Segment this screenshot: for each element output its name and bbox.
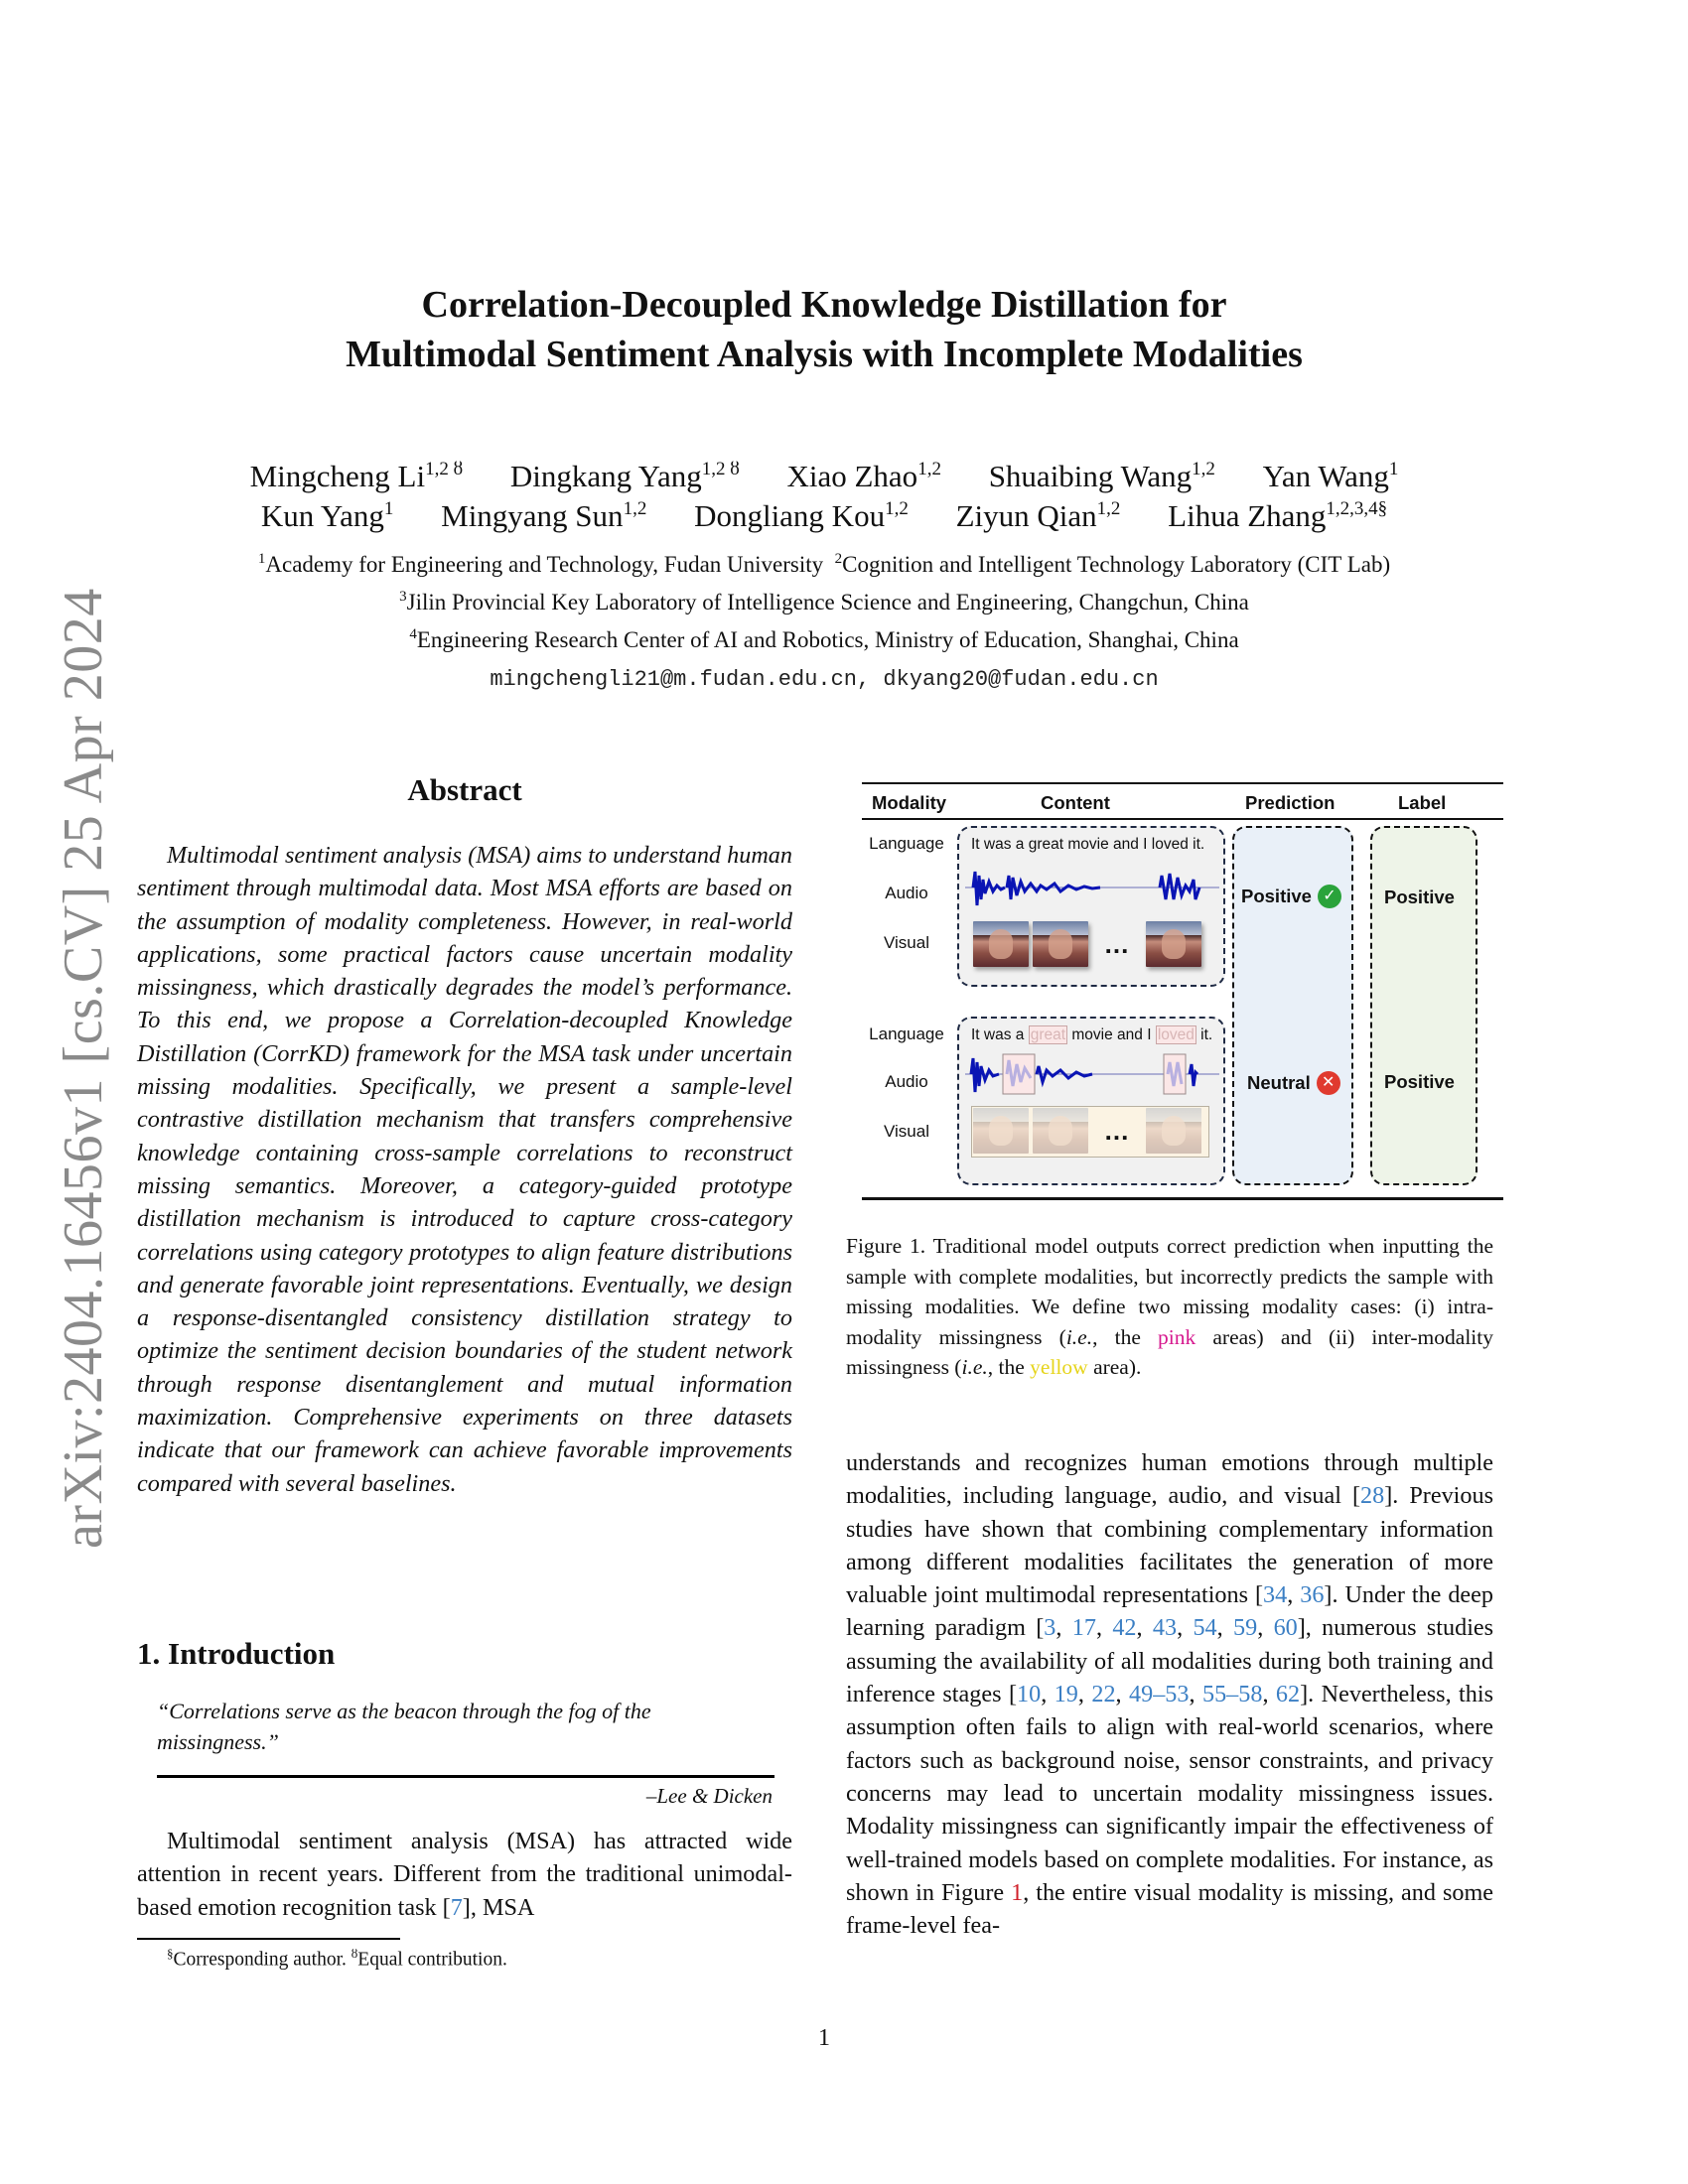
author: Dingkang Yang$^{1,2 ȣ}$ (509, 459, 740, 493)
epigraph-quote: “Correlations serve as the beacon through the fog of the missingness.” (157, 1699, 651, 1754)
video-frame-thumbnail (973, 1108, 1029, 1154)
audio-waveform-masked (965, 1052, 1219, 1098)
header-label: Label (1398, 792, 1447, 813)
citation-link[interactable]: 10 (1017, 1681, 1042, 1708)
citation-link[interactable]: 17 (1071, 1614, 1096, 1642)
footnote-rule (137, 1938, 400, 1940)
header-prediction: Prediction (1245, 792, 1336, 813)
figure-1 (862, 782, 1503, 1203)
prediction-column-box (1232, 826, 1353, 1185)
citation-link[interactable]: 22 (1091, 1681, 1116, 1708)
video-frame-thumbnail (1033, 1108, 1088, 1154)
citation-link[interactable]: 54 (1193, 1614, 1217, 1642)
figure-reference-link[interactable]: 1 (1011, 1878, 1024, 1906)
citation-link[interactable]: 59 (1233, 1614, 1258, 1642)
label-sample-1: Positive (1384, 887, 1455, 907)
author: Mingyang Sun$^{1,2}$ (441, 498, 647, 533)
visual-frames-missing (973, 1108, 1201, 1154)
section-heading-introduction: 1. Introduction (137, 1636, 336, 1671)
author: Yan Wang$^1$ (1262, 459, 1399, 493)
author: Xiao Zhao$^{1,2}$ (786, 459, 941, 493)
introduction-continued: understands and recognizes human emotions through multiple modalities, including language, audio, and visual [28]. Previous studies have shown that combining complementary information among different modalities facilitates the generation of more valuable joint multimodal representations [34, 36]. Under the deep learning paradigm [3, 17, 42, 43, 54, 59, 60], numerous studies assuming the availability of all modalities during both training and inference stages [10, 19, 22, 49–53, 55–58, 62]. Nevertheless, this assumption often fails to align with real-world scenarios, where factors such as background noise, sensor constraints, and privacy concerns may lead to uncertain modality missingness issues. Modality missingness can significantly impair the effectiveness of well-trained models based on complete modalities. For instance, as shown in Figure 1, the entire visual modality is missing, and some frame-level fea- (846, 1449, 1494, 1940)
citation-link[interactable]: 49–53 (1129, 1681, 1190, 1708)
author: Mingcheng $Li^{1,2 ȣ}$ (249, 459, 464, 493)
video-frame-thumbnail (1146, 1108, 1201, 1154)
video-frame-thumbnail (973, 921, 1029, 967)
arxiv-identifier-stamp: arXiv:2404.16456v1 [cs.CV] 25 Apr 2024 (53, 588, 114, 1549)
citation-link[interactable]: 7 (450, 1893, 463, 1921)
abstract-body (137, 839, 792, 1500)
title-line-2: Multimodal Sentiment Analysis with Incomplete Modalities (346, 334, 1303, 375)
affiliation-line-2: $^3$Jilin Provincial Key Laboratory of Intelligence Science and Engineering, Changchun, China (399, 589, 1249, 614)
check-icon: ✓ (1318, 885, 1341, 908)
prediction-sample-1: Positive ✓ (1241, 885, 1341, 908)
citation-link[interactable]: 34 (1263, 1581, 1288, 1609)
video-frame-thumbnail (1033, 921, 1088, 967)
masked-word: loved (1157, 1026, 1195, 1043)
modality-label-language: Language (869, 1024, 944, 1043)
author: Kun Yang$^1$ (260, 498, 394, 533)
label-column-box (1370, 826, 1477, 1185)
cross-icon: ✕ (1317, 1071, 1340, 1095)
pink-highlight-word: pink (1158, 1324, 1196, 1349)
author-list (0, 457, 1648, 536)
page-number: 1 (818, 2025, 830, 2051)
epigraph-attribution: –Lee & Dicken (645, 1784, 773, 1808)
citation-link[interactable]: 62 (1275, 1681, 1301, 1708)
abstract-heading: Abstract (407, 772, 522, 807)
author-row-2 (0, 496, 1648, 536)
language-sentence: It was a great movie and I loved it. (971, 836, 1205, 853)
citation-link[interactable]: 55–58 (1201, 1681, 1263, 1708)
affiliation-line-3: $^4$Engineering Research Center of AI and Robotics, Ministry of Education, Shanghai, China (409, 626, 1239, 652)
prediction-sample-2: Neutral ✕ (1247, 1071, 1340, 1095)
citation-link[interactable]: 60 (1273, 1614, 1298, 1642)
footnote: §Corresponding author. $^ȣ$Equal contribution. (167, 1946, 507, 1971)
modality-label-visual: Visual (884, 1122, 929, 1141)
paper-title (0, 280, 1648, 379)
visual-frames (973, 921, 1201, 967)
header-content: Content (1041, 792, 1110, 813)
author: Shuaibing Wang$^{1,2}$ (988, 459, 1215, 493)
abstract-text: Multimodal sentiment analysis (MSA) aims to understand human sentiment through multimodal data. Most MSA efforts are based on the assumption of modality completeness. However, in real-world applications, some practical factors cause uncertain modality missingness, which drastically degrades the model’s performance. To this end, we propose a Correlation-decoupled Knowledge Distillation (CorrKD) framework for the MSA task under uncertain missing modalities. Specifically, we present a sample-level contrastive distillation mechanism that transfers comprehensive knowledge containing cross-sample correlations to reconstruct missing semantics. Moreover, a category-guided prototype distillation mechanism is introduced to capture cross-category correlations using category prototypes to align feature distributions and generate favorable joint representations. Eventually, we design a response-disentangled consistency distillation strategy to optimize the sentiment decision boundaries of the student network through response disentanglement and mutual information maximization. Comprehensive experiments on three datasets indicate that our framework can achieve favorable improvements compared with several baselines. (137, 842, 792, 1497)
epigraph-rule (157, 1775, 774, 1778)
figure-top-rule (862, 782, 1503, 784)
author: Ziyun Qian$^{1,2}$ (955, 498, 1121, 533)
language-sentence-masked: It was a great movie and I loved it. (971, 1026, 1213, 1043)
citation-link[interactable]: 3 (1044, 1614, 1056, 1642)
header-modality: Modality (872, 792, 947, 813)
modality-label-audio: Audio (885, 884, 928, 902)
title-line-1: Correlation-Decoupled Knowledge Distillation for (421, 284, 1227, 326)
video-frame-thumbnail (1146, 921, 1201, 967)
citation-link[interactable]: 43 (1152, 1614, 1178, 1642)
citation-link[interactable]: 36 (1300, 1581, 1325, 1609)
author-row-1 (0, 457, 1648, 496)
citation-link[interactable]: 42 (1112, 1614, 1137, 1642)
masked-word: great (1030, 1026, 1066, 1043)
frames-ellipsis: ... (1104, 1116, 1130, 1146)
modality-label-audio: Audio (885, 1072, 928, 1091)
citation-link[interactable]: 28 (1360, 1482, 1385, 1510)
yellow-highlight-word: yellow (1030, 1355, 1088, 1379)
figure-1-caption: Figure 1. Traditional model outputs correct prediction when inputting the sample with complete modalities, but incorrectly predicts the sample with missing modalities. We define two missing modality cases: (i) intra-modality missingness (i.e., the pink areas) and (ii) inter-modality missingness (i.e., the yellow area). (846, 1234, 1493, 1379)
citation-link[interactable]: 19 (1054, 1681, 1078, 1708)
author: Lihua Zhang$^{1,2,3,4\S}$ (1168, 498, 1388, 533)
introduction-paragraph: Multimodal sentiment analysis (MSA) has attracted wide attention in recent years. Different from the traditional unimodal-based emotion recognition task [7], MSA (137, 1828, 792, 1921)
label-sample-2: Positive (1384, 1071, 1455, 1092)
audio-waveform (965, 866, 1219, 911)
frames-ellipsis: ... (1104, 929, 1130, 959)
figure-bottom-rule (862, 1197, 1503, 1200)
affiliation-line-1: $^1$Academy for Engineering and Technology, Fudan University $^2$Cognition and Intelligent Technology Laboratory (CIT Lab) (257, 551, 1391, 577)
figure-header-rule (862, 818, 1503, 820)
author: Dongliang Kou$^{1,2}$ (694, 498, 909, 533)
modality-label-visual: Visual (884, 933, 929, 952)
author-emails: mingchengli21@m.fudan.edu.cn, dkyang20@fudan.edu.cn (490, 667, 1159, 692)
modality-label-language: Language (869, 834, 944, 853)
